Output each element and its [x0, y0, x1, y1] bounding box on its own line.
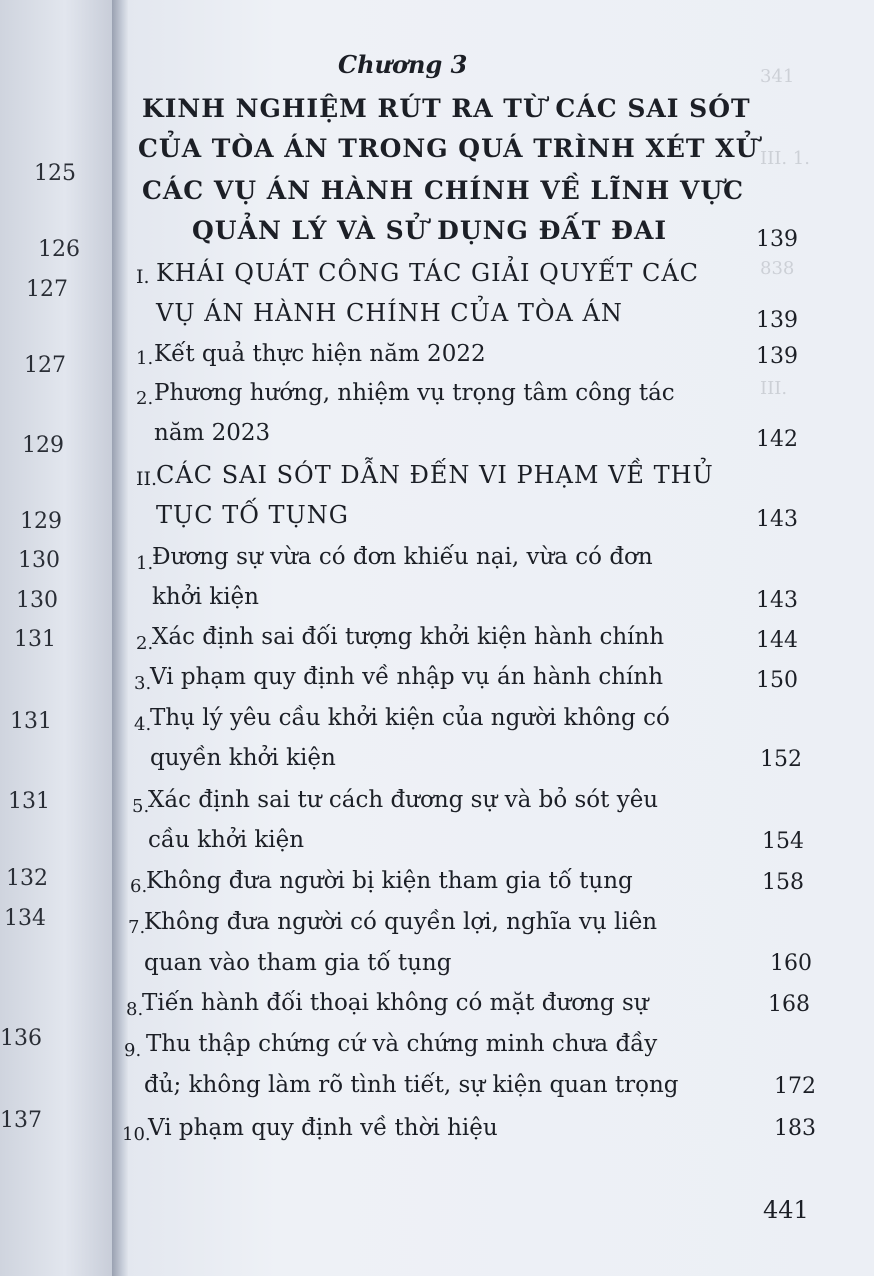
section-heading-line: TỤC TỐ TỤNG: [156, 501, 349, 529]
section-numeral: I.: [136, 266, 150, 288]
toc-item-page: 139: [756, 344, 798, 369]
toc-item-page: 154: [762, 829, 804, 854]
toc-item-page: 143: [756, 588, 798, 613]
section-page-number: 143: [756, 507, 798, 532]
toc-item-number: 1.: [136, 553, 154, 574]
toc-item-page: 183: [774, 1116, 816, 1141]
left-page-number: 125: [34, 161, 76, 186]
toc-item-text: quan vào tham gia tố tụng: [144, 950, 452, 976]
toc-item-text: Vi phạm quy định về nhập vụ án hành chính: [150, 664, 664, 690]
toc-item-page: 160: [770, 951, 812, 976]
toc-item-number: 2.: [136, 388, 154, 409]
toc-item-page: 172: [774, 1074, 816, 1099]
toc-item-page: 158: [762, 870, 804, 895]
page-number-footer: 441: [763, 1196, 809, 1224]
left-page-number: 137: [0, 1108, 42, 1133]
left-page-number: 130: [16, 588, 58, 613]
toc-item-page: 142: [756, 427, 798, 452]
left-page-number: 131: [10, 709, 52, 734]
toc-item-text: Thụ lý yêu cầu khởi kiện của người không có: [150, 705, 670, 731]
toc-item-number: 2.: [136, 633, 154, 654]
toc-item-page: 150: [756, 668, 798, 693]
toc-item-text: năm 2023: [154, 420, 271, 446]
toc-item-number: 5.: [132, 796, 150, 817]
chapter-page-number: 139: [756, 227, 798, 252]
toc-item-text: Thu thập chứng cứ và chứng minh chưa đầy: [146, 1031, 658, 1057]
toc-item-text: Đương sự vừa có đơn khiếu nại, vừa có đơn: [152, 544, 653, 570]
chapter-title-line: KINH NGHIỆM RÚT RA TỪ CÁC SAI SÓT: [142, 94, 751, 123]
chapter-label: Chương 3: [338, 50, 468, 79]
toc-item-text: cầu khởi kiện: [148, 827, 305, 853]
left-page-number: 136: [0, 1026, 42, 1051]
left-page-number: 131: [8, 789, 50, 814]
left-page-number: 127: [26, 277, 68, 302]
toc-item-number: 9.: [124, 1040, 142, 1061]
toc-item-page: 152: [760, 747, 802, 772]
section-heading-line: KHÁI QUÁT CÔNG TÁC GIẢI QUYẾT CÁC: [156, 259, 700, 287]
toc-item-text: Vi phạm quy định về thời hiệu: [148, 1115, 498, 1141]
toc-item-text: Xác định sai tư cách đương sự và bỏ sót yêu: [148, 787, 659, 813]
toc-item-text: Tiến hành đối thoại không có mặt đương sự: [142, 990, 649, 1016]
section-heading-line: CÁC SAI SÓT DẪN ĐẾN VI PHẠM VỀ THỦ: [156, 461, 714, 489]
toc-item-number: 7.: [128, 917, 146, 938]
toc-item-number: 10.: [122, 1124, 151, 1145]
toc-item-text: Không đưa người có quyền lợi, nghĩa vụ liên: [144, 909, 658, 935]
section-page-number: 139: [756, 308, 798, 333]
left-page-number: 126: [38, 237, 80, 262]
left-page-number: 130: [18, 548, 60, 573]
toc-item-text: Xác định sai đối tượng khởi kiện hành chính: [152, 624, 665, 650]
toc-item-text: khởi kiện: [152, 584, 259, 610]
chapter-title-line: QUẢN LÝ VÀ SỬ DỤNG ĐẤT ĐAI: [192, 216, 668, 245]
chapter-title-line: CÁC VỤ ÁN HÀNH CHÍNH VỀ LĨNH VỰC: [142, 176, 745, 205]
toc-item-number: 6.: [130, 876, 148, 897]
section-heading-line: VỤ ÁN HÀNH CHÍNH CỦA TÒA ÁN: [156, 299, 623, 327]
toc-item-page: 168: [768, 992, 810, 1017]
toc-item-number: 1.: [136, 348, 154, 369]
toc-item-number: 4.: [134, 714, 152, 735]
chapter-title-line: CỦA TÒA ÁN TRONG QUÁ TRÌNH XÉT XỬ: [138, 134, 759, 163]
toc-item-text: đủ; không làm rõ tình tiết, sự kiện quan trọng: [144, 1072, 679, 1098]
toc-item-text: Kết quả thực hiện năm 2022: [154, 341, 486, 367]
toc-item-page: 144: [756, 628, 798, 653]
left-page-number: 131: [14, 627, 56, 652]
toc-item-number: 3.: [134, 673, 152, 694]
toc-item-text: quyền khởi kiện: [150, 745, 336, 771]
toc-item-text: Không đưa người bị kiện tham gia tố tụng: [146, 868, 633, 894]
section-numeral: II.: [136, 468, 158, 490]
toc-item-number: 8.: [126, 999, 144, 1020]
left-page-number: 132: [6, 866, 48, 891]
left-page-number: 134: [4, 906, 46, 931]
left-page-number: 129: [22, 433, 64, 458]
toc-item-text: Phương hướng, nhiệm vụ trọng tâm công tác: [154, 380, 675, 406]
left-page-number: 127: [24, 353, 66, 378]
left-page-number: 129: [20, 509, 62, 534]
